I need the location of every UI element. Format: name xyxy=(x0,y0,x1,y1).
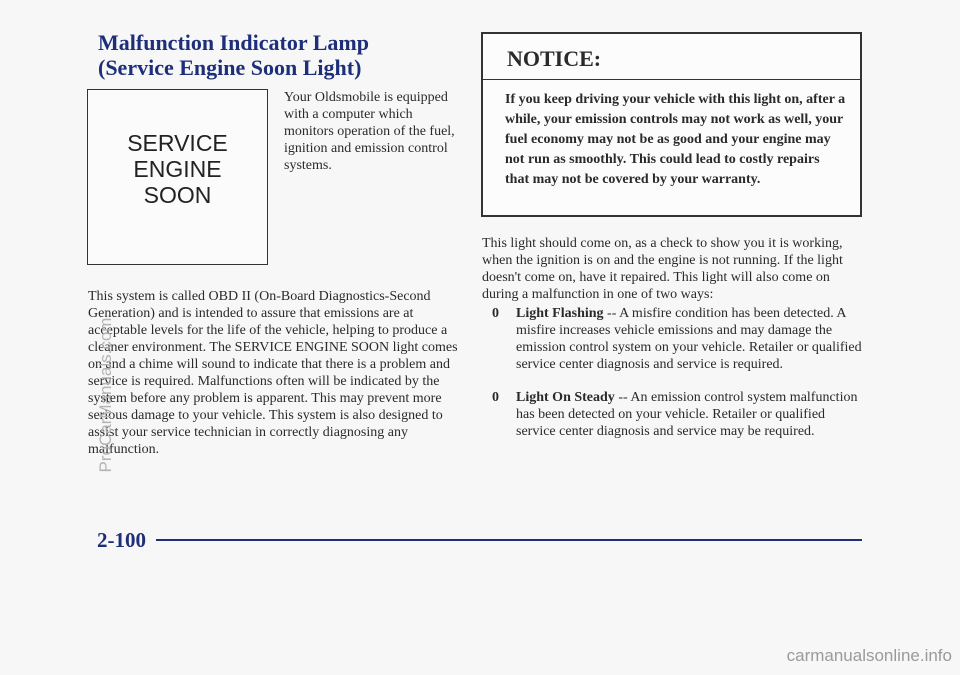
list-item-separator: -- xyxy=(614,390,631,405)
section-title-line1: Malfunction Indicator Lamp xyxy=(98,30,369,55)
list-item-text: An emission control system malfunction has been detected on your vehicle. Retailer or qualified service center diagnosis and service may be required. xyxy=(516,390,858,439)
intro-paragraph: Your Oldsmobile is equipped with a computer which monitors operation of the fuel, ignition and emission control systems. xyxy=(284,90,455,173)
lamp-text-line1: SERVICE xyxy=(127,130,228,156)
list-item xyxy=(482,389,862,440)
list-item-separator: -- xyxy=(603,306,620,321)
lamp-text-line2: ENGINE xyxy=(133,156,222,182)
notice-heading: NOTICE: xyxy=(483,34,860,80)
bottom-watermark: carmanualsonline.info xyxy=(786,646,952,665)
malfunction-modes-list xyxy=(482,305,862,440)
service-engine-soon-lamp-illustration xyxy=(87,89,268,265)
list-item-text: A misfire condition has been detected. A misfire increases vehicle emissions and may damage the emission control system on your vehicle. Retailer or qualified service center diagnosis and service is required. xyxy=(516,306,862,372)
list-item xyxy=(482,305,862,373)
bullet-mark: 0 xyxy=(492,390,499,405)
obd-description-paragraph: This system is called OBD II (On-Board Diagnostics-Second Generation) and is intended to assure that emissions are at acceptable levels for the life of the vehicle, helping to produce a cleaner environment. The SERVICE ENGINE SOON light comes on and a chime will sound to indicate that there is a problem and service is required. Malfunctions often will be indicated by the system before any problem is apparent. This may prevent more serious damage to your vehicle. This system is also designed to assist your service technician in correctly diagnosing any malfunction. xyxy=(88,289,458,457)
page-number: 2-100 xyxy=(97,527,146,552)
section-title-line2: (Service Engine Soon Light) xyxy=(98,55,362,80)
notice-text: If you keep driving your vehicle with this light on, after a while, your emission controls may not work as well, your fuel economy may not be as good and your engine may not run as smoothly. This could lead to costly repairs that may not be covered by your warranty. xyxy=(505,92,846,187)
footer-rule xyxy=(156,539,862,541)
page-footer xyxy=(97,526,862,554)
side-watermark: ProCarManuals.com xyxy=(96,317,115,473)
section-title xyxy=(98,30,478,80)
list-item-term: Light Flashing xyxy=(516,306,604,321)
lamp-text-line3: SOON xyxy=(143,182,212,208)
light-check-paragraph: This light should come on, as a check to show you it is working, when the ignition is on and the engine is not running. If the light doesn't come on, have it repaired. This light will also come on during a malfunction in one of two ways: xyxy=(482,236,843,302)
notice-box xyxy=(481,32,862,217)
bullet-mark: 0 xyxy=(492,306,499,321)
list-item-term: Light On Steady xyxy=(516,390,615,405)
